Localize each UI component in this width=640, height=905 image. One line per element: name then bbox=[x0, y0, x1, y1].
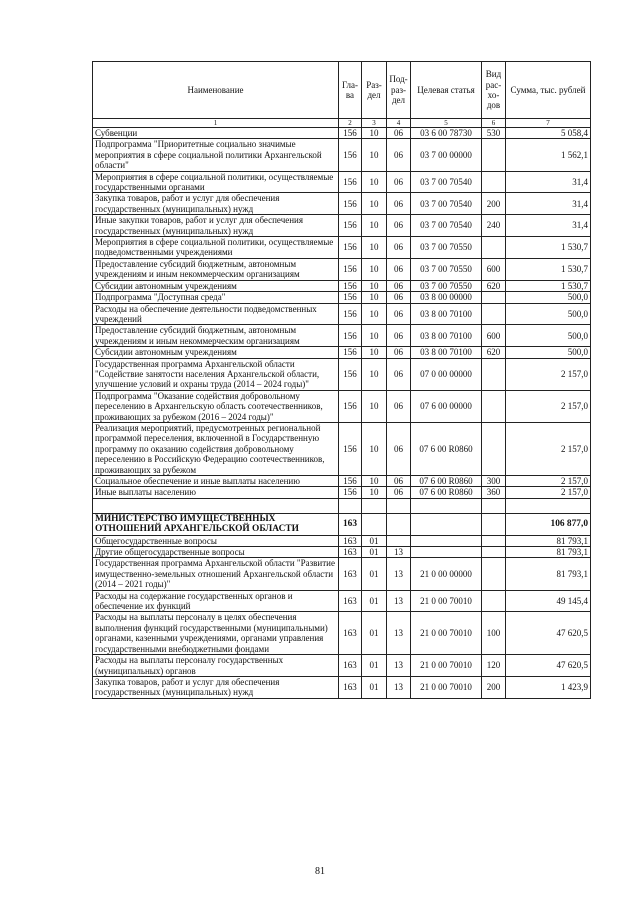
row-expense-type bbox=[482, 390, 506, 422]
row-expense-type: 530 bbox=[482, 128, 506, 139]
row-name: Субсидии автономным учреждениям bbox=[93, 347, 339, 358]
row-chapter: 163 bbox=[339, 558, 362, 590]
row-expense-type bbox=[482, 139, 506, 171]
table-row bbox=[93, 590, 591, 612]
row-target: 03 7 00 70550 bbox=[411, 237, 482, 259]
row-subsection: 06 bbox=[387, 139, 411, 171]
page-number: 81 bbox=[315, 866, 325, 877]
header-section: Раз-дел bbox=[362, 62, 387, 119]
header-subsection: Под-раз-дел bbox=[387, 62, 411, 119]
row-chapter: 156 bbox=[339, 347, 362, 358]
table-row bbox=[93, 358, 591, 390]
row-expense-type bbox=[482, 237, 506, 259]
row-sum: 31,4 bbox=[506, 193, 591, 215]
row-target: 21 0 00 70010 bbox=[411, 590, 482, 612]
row-section: 10 bbox=[362, 193, 387, 215]
row-expense-type: 200 bbox=[482, 676, 506, 698]
row-name: Закупка товаров, работ и услуг для обеспечения государственных (муниципальных) нужд bbox=[93, 676, 339, 698]
row-section: 10 bbox=[362, 390, 387, 422]
row-chapter: 156 bbox=[339, 258, 362, 280]
header-name: Наименование bbox=[93, 62, 339, 119]
row-expense-type bbox=[482, 558, 506, 590]
row-name: Предоставление субсидий бюджетным, автономным учреждениям и иным некоммерческим организациям bbox=[93, 258, 339, 280]
row-section: 10 bbox=[362, 215, 387, 237]
table-row bbox=[93, 193, 591, 215]
row-target: 03 8 00 00000 bbox=[411, 292, 482, 303]
row-chapter: 163 bbox=[339, 612, 362, 655]
row-sum: 1 562,1 bbox=[506, 139, 591, 171]
row-section: 10 bbox=[362, 303, 387, 325]
table-row bbox=[93, 237, 591, 259]
row-sum: 2 157,0 bbox=[506, 358, 591, 390]
budget-table-page bbox=[92, 61, 590, 699]
table-row bbox=[93, 128, 591, 139]
row-sum: 49 145,4 bbox=[506, 590, 591, 612]
row-name: Подпрограмма "Оказание содействия добровольному переселению в Архангельскую область соотечественников, проживающих за рубежом (2016 – 2024 годы)" bbox=[93, 390, 339, 422]
row-chapter: 163 bbox=[339, 547, 362, 558]
table-row bbox=[93, 347, 591, 358]
row-target: 03 7 00 00000 bbox=[411, 139, 482, 171]
row-sum: 500,0 bbox=[506, 292, 591, 303]
row-expense-type bbox=[482, 358, 506, 390]
row-section: 01 bbox=[362, 655, 387, 677]
row-name: Подпрограмма "Приоритетные социально значимые мероприятия в сфере социальной политики Архангельской области" bbox=[93, 139, 339, 171]
row-subsection: 06 bbox=[387, 171, 411, 193]
row-sum: 31,4 bbox=[506, 215, 591, 237]
row-subsection: 13 bbox=[387, 676, 411, 698]
row-expense-type: 120 bbox=[482, 655, 506, 677]
row-sum: 31,4 bbox=[506, 171, 591, 193]
row-name: Предоставление субсидий бюджетным, автономным учреждениям и иным некоммерческим организациям bbox=[93, 325, 339, 347]
row-target bbox=[411, 535, 482, 546]
row-name: Государственная программа Архангельской области "Развитие имущественно-земельных отношений Архангельской области (2014 – 2021 годы)" bbox=[93, 558, 339, 590]
row-subsection: 06 bbox=[387, 476, 411, 487]
table-body-spacer bbox=[93, 498, 591, 513]
row-chapter: 156 bbox=[339, 303, 362, 325]
row-name: Подпрограмма "Доступная среда" bbox=[93, 292, 339, 303]
table-row bbox=[93, 612, 591, 655]
row-name: Социальное обеспечение и иные выплаты населению bbox=[93, 476, 339, 487]
table-body-upper bbox=[93, 128, 591, 499]
row-chapter: 156 bbox=[339, 128, 362, 139]
col-number: 3 bbox=[362, 119, 387, 128]
header-expense-type: Вид рас-хо-дов bbox=[482, 62, 506, 119]
table-row bbox=[93, 558, 591, 590]
table-row bbox=[93, 676, 591, 698]
row-chapter: 163 bbox=[339, 590, 362, 612]
row-target: 03 7 00 70550 bbox=[411, 280, 482, 291]
row-subsection: 06 bbox=[387, 128, 411, 139]
row-expense-type bbox=[482, 547, 506, 558]
row-target: 07 6 00 R0860 bbox=[411, 422, 482, 475]
row-target: 03 8 00 70100 bbox=[411, 347, 482, 358]
row-subsection bbox=[387, 535, 411, 546]
row-section: 10 bbox=[362, 258, 387, 280]
row-section: 10 bbox=[362, 237, 387, 259]
ministry-header-row bbox=[93, 513, 591, 535]
row-expense-type: 600 bbox=[482, 325, 506, 347]
ministry-subsection-code bbox=[387, 513, 411, 535]
row-target: 21 0 00 00000 bbox=[411, 558, 482, 590]
row-expense-type bbox=[482, 590, 506, 612]
table-row bbox=[93, 655, 591, 677]
row-target: 03 7 00 70540 bbox=[411, 171, 482, 193]
row-expense-type: 240 bbox=[482, 215, 506, 237]
row-sum: 500,0 bbox=[506, 303, 591, 325]
header-sum: Сумма, тыс. рублей bbox=[506, 62, 591, 119]
ministry-name: МИНИСТЕРСТВО ИМУЩЕСТВЕННЫХ ОТНОШЕНИЙ АРХАНГЕЛЬСКОЙ ОБЛАСТИ bbox=[93, 513, 339, 535]
col-number: 5 bbox=[411, 119, 482, 128]
table-row bbox=[93, 171, 591, 193]
table-row bbox=[93, 535, 591, 546]
row-target: 21 0 00 70010 bbox=[411, 655, 482, 677]
spacer-row bbox=[93, 498, 591, 513]
row-sum: 1 530,7 bbox=[506, 258, 591, 280]
row-section: 01 bbox=[362, 676, 387, 698]
row-subsection: 06 bbox=[387, 390, 411, 422]
row-name: Расходы на содержание государственных органов и обеспечение их функций bbox=[93, 590, 339, 612]
row-sum: 81 793,1 bbox=[506, 535, 591, 546]
col-number: 2 bbox=[339, 119, 362, 128]
row-expense-type: 200 bbox=[482, 193, 506, 215]
row-section: 10 bbox=[362, 128, 387, 139]
row-subsection: 13 bbox=[387, 547, 411, 558]
table-row bbox=[93, 292, 591, 303]
col-number: 1 bbox=[93, 119, 339, 128]
row-section: 10 bbox=[362, 325, 387, 347]
row-sum: 47 620,5 bbox=[506, 612, 591, 655]
row-sum: 2 157,0 bbox=[506, 487, 591, 498]
row-section: 10 bbox=[362, 280, 387, 291]
header-target: Целевая статья bbox=[411, 62, 482, 119]
row-subsection: 06 bbox=[387, 303, 411, 325]
row-chapter: 156 bbox=[339, 280, 362, 291]
row-name: Субвенции bbox=[93, 128, 339, 139]
row-sum: 81 793,1 bbox=[506, 547, 591, 558]
row-section: 10 bbox=[362, 476, 387, 487]
row-target: 07 6 00 R0860 bbox=[411, 476, 482, 487]
row-chapter: 163 bbox=[339, 676, 362, 698]
table-row bbox=[93, 547, 591, 558]
row-sum: 5 058,4 bbox=[506, 128, 591, 139]
row-expense-type bbox=[482, 292, 506, 303]
row-chapter: 163 bbox=[339, 535, 362, 546]
row-sum: 81 793,1 bbox=[506, 558, 591, 590]
row-chapter: 156 bbox=[339, 215, 362, 237]
row-sum: 500,0 bbox=[506, 325, 591, 347]
row-target: 03 6 00 78730 bbox=[411, 128, 482, 139]
row-expense-type: 360 bbox=[482, 487, 506, 498]
row-expense-type: 300 bbox=[482, 476, 506, 487]
column-number-row bbox=[93, 119, 591, 128]
row-target: 07 6 00 00000 bbox=[411, 390, 482, 422]
ministry-section bbox=[93, 513, 591, 535]
row-expense-type bbox=[482, 535, 506, 546]
row-target: 07 0 00 00000 bbox=[411, 358, 482, 390]
row-subsection: 13 bbox=[387, 590, 411, 612]
row-chapter: 156 bbox=[339, 358, 362, 390]
row-subsection: 06 bbox=[387, 325, 411, 347]
ministry-chapter: 163 bbox=[339, 513, 362, 535]
row-sum: 1 530,7 bbox=[506, 237, 591, 259]
row-subsection: 06 bbox=[387, 258, 411, 280]
row-expense-type: 620 bbox=[482, 280, 506, 291]
row-subsection: 13 bbox=[387, 655, 411, 677]
row-section: 10 bbox=[362, 422, 387, 475]
row-section: 01 bbox=[362, 558, 387, 590]
row-target: 03 8 00 70100 bbox=[411, 325, 482, 347]
row-chapter: 156 bbox=[339, 139, 362, 171]
row-subsection: 13 bbox=[387, 558, 411, 590]
row-section: 01 bbox=[362, 590, 387, 612]
table-row bbox=[93, 280, 591, 291]
col-number: 6 bbox=[482, 119, 506, 128]
row-section: 01 bbox=[362, 612, 387, 655]
row-expense-type: 620 bbox=[482, 347, 506, 358]
row-target: 07 6 00 R0860 bbox=[411, 487, 482, 498]
row-section: 10 bbox=[362, 487, 387, 498]
row-chapter: 156 bbox=[339, 237, 362, 259]
row-subsection: 06 bbox=[387, 422, 411, 475]
row-chapter: 156 bbox=[339, 325, 362, 347]
row-target: 21 0 00 70010 bbox=[411, 676, 482, 698]
ministry-expense-type bbox=[482, 513, 506, 535]
row-sum: 1 530,7 bbox=[506, 280, 591, 291]
col-number: 4 bbox=[387, 119, 411, 128]
row-expense-type bbox=[482, 303, 506, 325]
table-row bbox=[93, 325, 591, 347]
row-section: 01 bbox=[362, 547, 387, 558]
table-row bbox=[93, 139, 591, 171]
row-chapter: 156 bbox=[339, 422, 362, 475]
row-subsection: 06 bbox=[387, 358, 411, 390]
row-chapter: 156 bbox=[339, 171, 362, 193]
table-header-row bbox=[93, 62, 591, 119]
row-expense-type bbox=[482, 422, 506, 475]
row-subsection: 06 bbox=[387, 280, 411, 291]
table-row bbox=[93, 476, 591, 487]
row-section: 10 bbox=[362, 358, 387, 390]
row-name: Мероприятия в сфере социальной политики, осуществляемые государственными органами bbox=[93, 171, 339, 193]
row-subsection: 06 bbox=[387, 292, 411, 303]
row-expense-type bbox=[482, 171, 506, 193]
row-chapter: 156 bbox=[339, 193, 362, 215]
row-name: Субсидии автономным учреждениям bbox=[93, 280, 339, 291]
row-section: 10 bbox=[362, 292, 387, 303]
row-sum: 1 423,9 bbox=[506, 676, 591, 698]
row-section: 10 bbox=[362, 347, 387, 358]
row-target bbox=[411, 547, 482, 558]
row-name: Другие общегосударственные вопросы bbox=[93, 547, 339, 558]
row-chapter: 156 bbox=[339, 487, 362, 498]
row-sum: 2 157,0 bbox=[506, 422, 591, 475]
row-subsection: 06 bbox=[387, 215, 411, 237]
row-chapter: 156 bbox=[339, 390, 362, 422]
row-name: Закупка товаров, работ и услуг для обеспечения государственных (муниципальных) нужд bbox=[93, 193, 339, 215]
row-target: 21 0 00 70010 bbox=[411, 612, 482, 655]
header-chapter: Гла-ва bbox=[339, 62, 362, 119]
row-name: Иные выплаты населению bbox=[93, 487, 339, 498]
row-section: 01 bbox=[362, 535, 387, 546]
row-chapter: 156 bbox=[339, 292, 362, 303]
row-name: Государственная программа Архангельской области "Содействие занятости населения Архангельской области, улучшение условий и охраны труда (2014 – 2024 годы)" bbox=[93, 358, 339, 390]
table-body-lower bbox=[93, 535, 591, 698]
row-section: 10 bbox=[362, 171, 387, 193]
table-row bbox=[93, 422, 591, 475]
row-name: Расходы на обеспечение деятельности подведомственных учреждений bbox=[93, 303, 339, 325]
row-sum: 500,0 bbox=[506, 347, 591, 358]
row-subsection: 06 bbox=[387, 193, 411, 215]
row-target: 03 7 00 70550 bbox=[411, 258, 482, 280]
ministry-target bbox=[411, 513, 482, 535]
row-name: Расходы на выплаты персоналу государственных (муниципальных) органов bbox=[93, 655, 339, 677]
table-row bbox=[93, 215, 591, 237]
table-row bbox=[93, 258, 591, 280]
row-target: 03 7 00 70540 bbox=[411, 193, 482, 215]
row-section: 10 bbox=[362, 139, 387, 171]
row-sum: 2 157,0 bbox=[506, 390, 591, 422]
table-row bbox=[93, 487, 591, 498]
row-subsection: 06 bbox=[387, 487, 411, 498]
row-name: Общегосударственные вопросы bbox=[93, 535, 339, 546]
row-name: Расходы на выплаты персоналу в целях обеспечения выполнения функций государственными (муниципальными) органами, казенными учреждениями, органами управления государственными внебюджетными фондами bbox=[93, 612, 339, 655]
row-sum: 47 620,5 bbox=[506, 655, 591, 677]
table-row bbox=[93, 390, 591, 422]
row-target: 03 7 00 70540 bbox=[411, 215, 482, 237]
row-name: Иные закупки товаров, работ и услуг для обеспечения государственных (муниципальных) нужд bbox=[93, 215, 339, 237]
row-target: 03 8 00 70100 bbox=[411, 303, 482, 325]
ministry-section-code bbox=[362, 513, 387, 535]
row-sum: 2 157,0 bbox=[506, 476, 591, 487]
row-chapter: 163 bbox=[339, 655, 362, 677]
row-subsection: 13 bbox=[387, 612, 411, 655]
row-subsection: 06 bbox=[387, 347, 411, 358]
budget-table bbox=[92, 61, 591, 699]
row-subsection: 06 bbox=[387, 237, 411, 259]
ministry-sum: 106 877,0 bbox=[506, 513, 591, 535]
row-expense-type: 100 bbox=[482, 612, 506, 655]
row-name: Мероприятия в сфере социальной политики, осуществляемые подведомственными учреждениями bbox=[93, 237, 339, 259]
table-row bbox=[93, 303, 591, 325]
row-chapter: 156 bbox=[339, 476, 362, 487]
row-name: Реализация мероприятий, предусмотренных региональной программой переселения, включенной в Государственную программу по оказанию содействия добровольному переселению в Российскую Федерацию соотечественников, проживающих за рубежом bbox=[93, 422, 339, 475]
col-number: 7 bbox=[506, 119, 591, 128]
row-expense-type: 600 bbox=[482, 258, 506, 280]
